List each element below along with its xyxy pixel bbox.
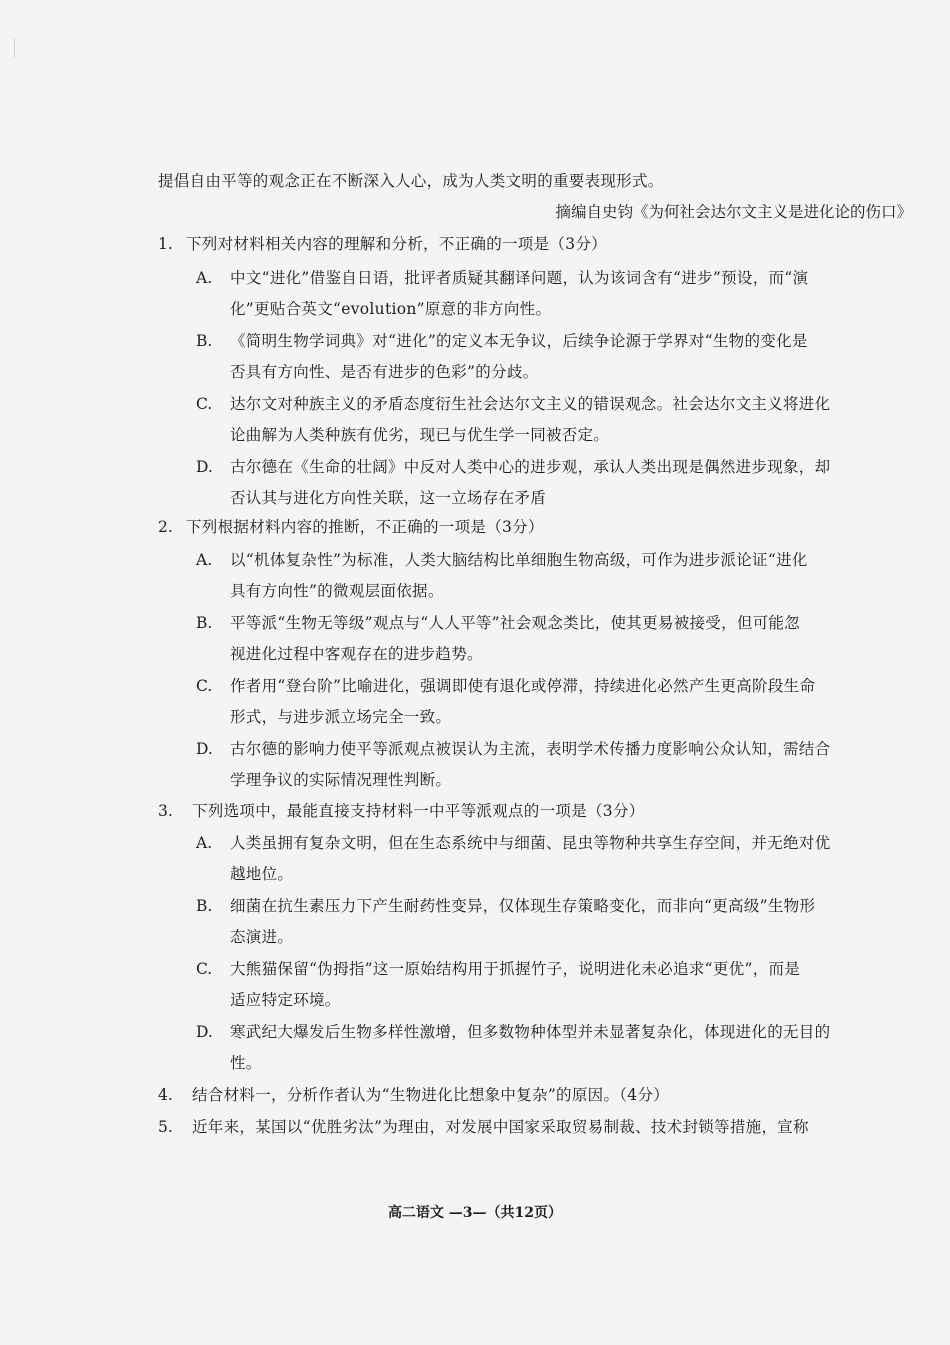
question-stem: 近年来，某国以“优胜劣汰”为理由，对发展中国家采取贸易制裁、技术封锁等措施，宣称 bbox=[192, 1118, 809, 1136]
option-text: 《简明生物学词典》对“进化”的定义本无争议，后续争论源于学界对“生物的变化是 bbox=[230, 332, 808, 350]
option-text: 否具有方向性、是否有进步的色彩”的分歧。 bbox=[230, 363, 539, 381]
page-footer: 高二语文 —3—（共12页） bbox=[387, 1205, 563, 1221]
option-text: 细菌在抗生素压力下产生耐药性变异，仅体现生存策略变化，而非向“更高级”生物形 bbox=[230, 897, 816, 915]
option-text: 古尔德在《生命的壮阔》中反对人类中心的进步观，承认人类出现是偶然进步现象，却 bbox=[230, 458, 831, 476]
option-text: 适应特定环境。 bbox=[230, 991, 341, 1009]
option-text: 以“机体复杂性”为标准，人类大脑结构比单细胞生物高级，可作为进步派论证“进化 bbox=[230, 551, 808, 569]
question-stem: 下列选项中，最能直接支持材料一中平等派观点的一项是（3分） bbox=[192, 802, 645, 820]
option-text: 中文“进化”借鉴自日语，批评者质疑其翻译问题，认为该词含有“进步”预设，而“演 bbox=[230, 269, 809, 287]
option-text: 视进化过程中客观存在的进步趋势。 bbox=[230, 645, 483, 663]
option-text: 达尔文对种族主义的矛盾态度衍生社会达尔文主义的错误观念。社会达尔文主义将进化 bbox=[230, 395, 831, 413]
intro-line: 提倡自由平等的观念正在不断深入人心，成为人类文明的重要表现形式。 bbox=[158, 172, 664, 190]
option-label: A. bbox=[196, 834, 213, 852]
option-label: D. bbox=[196, 740, 213, 758]
question-number: 1. bbox=[158, 235, 173, 253]
question-stem: 下列根据材料内容的推断，不正确的一项是（3分） bbox=[186, 518, 544, 536]
option-label: B. bbox=[196, 614, 213, 632]
option-text: 越地位。 bbox=[230, 865, 294, 883]
option-text: 态演进。 bbox=[230, 928, 294, 946]
scan-mark bbox=[14, 38, 21, 58]
option-text: 作者用“登台阶”比喻进化，强调即使有退化或停滞，持续进化必然产生更高阶段生命 bbox=[230, 677, 816, 695]
option-text: 平等派“生物无等级”观点与“人人平等”社会观念类比，使其更易被接受，但可能忽 bbox=[230, 614, 801, 632]
option-text: 否认其与进化方向性关联，这一立场存在矛盾 bbox=[230, 489, 547, 507]
option-label: C. bbox=[196, 395, 213, 413]
option-label: B. bbox=[196, 332, 213, 350]
option-label: D. bbox=[196, 458, 213, 476]
option-text: 古尔德的影响力使平等派观点被误认为主流，表明学术传播力度影响公众认知，需结合 bbox=[230, 740, 831, 758]
option-label: D. bbox=[196, 1023, 213, 1041]
option-label: A. bbox=[196, 551, 213, 569]
option-text: 寒武纪大爆发后生物多样性激增，但多数物种体型并未显著复杂化，体现进化的无目的 bbox=[230, 1023, 831, 1041]
source-citation: 摘编自史钧《为何社会达尔文主义是进化论的伤口》 bbox=[555, 203, 912, 221]
option-label: C. bbox=[196, 960, 213, 978]
option-label: A. bbox=[196, 269, 213, 287]
option-text: 大熊猫保留“伪拇指”这一原始结构用于抓握竹子，说明进化未必追求“更优”，而是 bbox=[230, 960, 801, 978]
question-number: 4. bbox=[158, 1086, 173, 1104]
option-text: 化”更贴合英文“evolution”原意的非方向性。 bbox=[230, 300, 552, 318]
option-label: B. bbox=[196, 897, 213, 915]
question-stem: 结合材料一，分析作者认为“生物进化比想象中复杂”的原因。（4分） bbox=[192, 1086, 670, 1104]
option-text: 论曲解为人类种族有优劣，现已与优生学一同被否定。 bbox=[230, 426, 610, 444]
question-stem: 下列对材料相关内容的理解和分析，不正确的一项是（3分） bbox=[186, 235, 607, 253]
option-text: 形式，与进步派立场完全一致。 bbox=[230, 708, 452, 726]
option-text: 具有方向性”的微观层面依据。 bbox=[230, 582, 444, 600]
option-text: 人类虽拥有复杂文明，但在生态系统中与细菌、昆虫等物种共享生存空间，并无绝对优 bbox=[230, 834, 831, 852]
option-label: C. bbox=[196, 677, 213, 695]
question-number: 2. bbox=[158, 518, 173, 536]
option-text: 性。 bbox=[230, 1054, 262, 1072]
question-number: 5. bbox=[158, 1118, 173, 1136]
question-number: 3. bbox=[158, 802, 173, 820]
option-text: 学理争议的实际情况理性判断。 bbox=[230, 771, 452, 789]
